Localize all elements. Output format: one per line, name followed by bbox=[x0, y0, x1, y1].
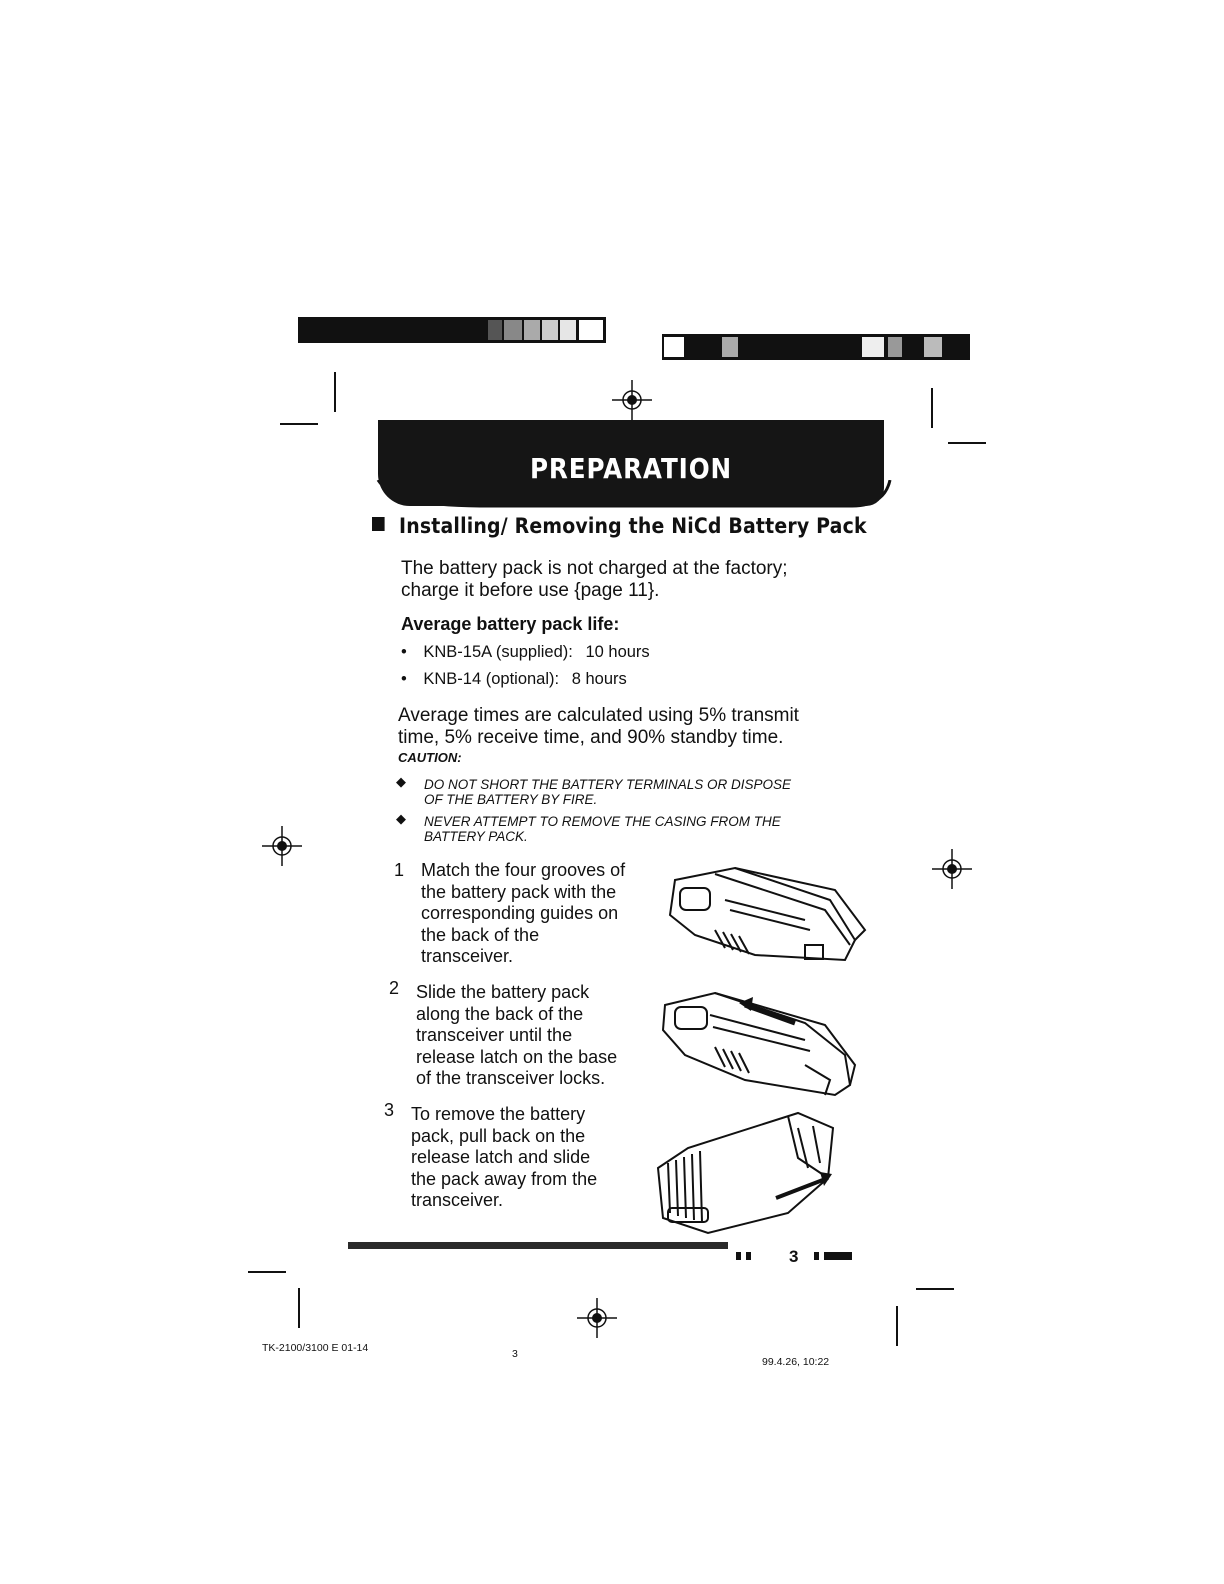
step-line: release latch and slide bbox=[411, 1147, 591, 1167]
step-line: Match the four grooves of bbox=[421, 860, 626, 880]
list-item bbox=[401, 643, 650, 662]
color-bar-right bbox=[662, 334, 970, 360]
diamond-bullet-icon: ◆ bbox=[396, 774, 406, 789]
caution-text: DO NOT SHORT THE BATTERY TERMINALS OR DISPOSE bbox=[424, 777, 792, 792]
crop-mark bbox=[334, 372, 336, 412]
registration-crosshair-icon bbox=[577, 1298, 617, 1338]
battery-model: KNB-15A (supplied): bbox=[423, 643, 573, 661]
crop-mark bbox=[916, 1288, 954, 1290]
caution-text: OF THE BATTERY BY FIRE. bbox=[424, 792, 598, 807]
crop-mark bbox=[931, 388, 933, 428]
crop-mark bbox=[948, 442, 986, 444]
battery-slide-illustration bbox=[655, 985, 875, 1105]
sheet-number: 3 bbox=[512, 1348, 518, 1360]
battery-life-label: Average battery pack life: bbox=[401, 614, 620, 634]
page-number: 3 bbox=[789, 1247, 799, 1266]
intro-line: charge it before use {page 11}. bbox=[401, 580, 660, 601]
average-note-line: time, 5% receive time, and 90% standby time. bbox=[398, 727, 784, 748]
crop-mark bbox=[298, 1288, 300, 1328]
step-number: 3 bbox=[384, 1100, 395, 1120]
step-line: the pack away from the bbox=[411, 1168, 598, 1189]
page-title: PREPARATION bbox=[529, 452, 733, 485]
step-line: Slide the battery pack bbox=[416, 982, 590, 1002]
step-line: release latch on the base bbox=[416, 1046, 618, 1067]
step-line: the battery pack with the bbox=[421, 881, 617, 902]
print-timestamp: 99.4.26, 10:22 bbox=[762, 1356, 830, 1368]
step-line: along the back of the bbox=[416, 1003, 584, 1024]
caution-text: BATTERY PACK. bbox=[424, 829, 528, 844]
step-text bbox=[416, 982, 617, 1090]
registration-crosshair-icon bbox=[612, 380, 652, 420]
step-line: transceiver until the bbox=[416, 1025, 573, 1045]
step-number: 1 bbox=[394, 860, 405, 880]
section-heading bbox=[372, 514, 867, 538]
registration-crosshair-icon bbox=[262, 826, 302, 866]
step-line: transceiver. bbox=[411, 1190, 504, 1210]
square-bullet-icon bbox=[372, 517, 385, 531]
caution-text: NEVER ATTEMPT TO REMOVE THE CASING FROM THE bbox=[424, 814, 781, 829]
diamond-bullet-icon: ◆ bbox=[396, 811, 406, 826]
caution-label: CAUTION: bbox=[398, 750, 462, 765]
crop-mark bbox=[280, 423, 318, 425]
caution-item bbox=[424, 777, 791, 807]
footer-bar bbox=[348, 1242, 728, 1249]
step-line: pack, pull back on the bbox=[411, 1125, 586, 1146]
color-bar-left bbox=[298, 317, 606, 343]
crop-mark bbox=[248, 1271, 286, 1273]
battery-hours: 10 hours bbox=[585, 643, 650, 661]
intro-line: The battery pack is not charged at the factory; bbox=[401, 558, 788, 579]
battery-model: KNB-14 (optional): bbox=[423, 670, 560, 688]
step-text bbox=[421, 860, 625, 968]
step-line: corresponding guides on bbox=[421, 903, 619, 923]
step-line: transceiver. bbox=[421, 946, 514, 966]
step-text bbox=[411, 1104, 597, 1212]
step-line: To remove the battery bbox=[411, 1104, 586, 1124]
registration-crosshair-icon bbox=[932, 849, 972, 889]
average-note-line: Average times are calculated using 5% transmit bbox=[398, 705, 799, 726]
step-number: 2 bbox=[389, 978, 400, 998]
bullet-dot-icon: • bbox=[401, 643, 407, 661]
battery-hours: 8 hours bbox=[571, 670, 627, 688]
step-line: of the transceiver locks. bbox=[416, 1068, 606, 1088]
step-line: the back of the bbox=[421, 924, 540, 945]
battery-install-illustration bbox=[655, 860, 875, 980]
list-item bbox=[401, 670, 627, 689]
section-heading-text: Installing/ Removing the NiCd Battery Pack bbox=[399, 514, 867, 538]
caution-item bbox=[424, 814, 781, 844]
section-banner bbox=[378, 420, 884, 506]
bullet-dot-icon: • bbox=[401, 670, 407, 688]
crop-mark bbox=[896, 1306, 898, 1346]
battery-remove-illustration bbox=[648, 1108, 848, 1238]
doc-code: TK-2100/3100 E 01-14 bbox=[262, 1342, 369, 1354]
